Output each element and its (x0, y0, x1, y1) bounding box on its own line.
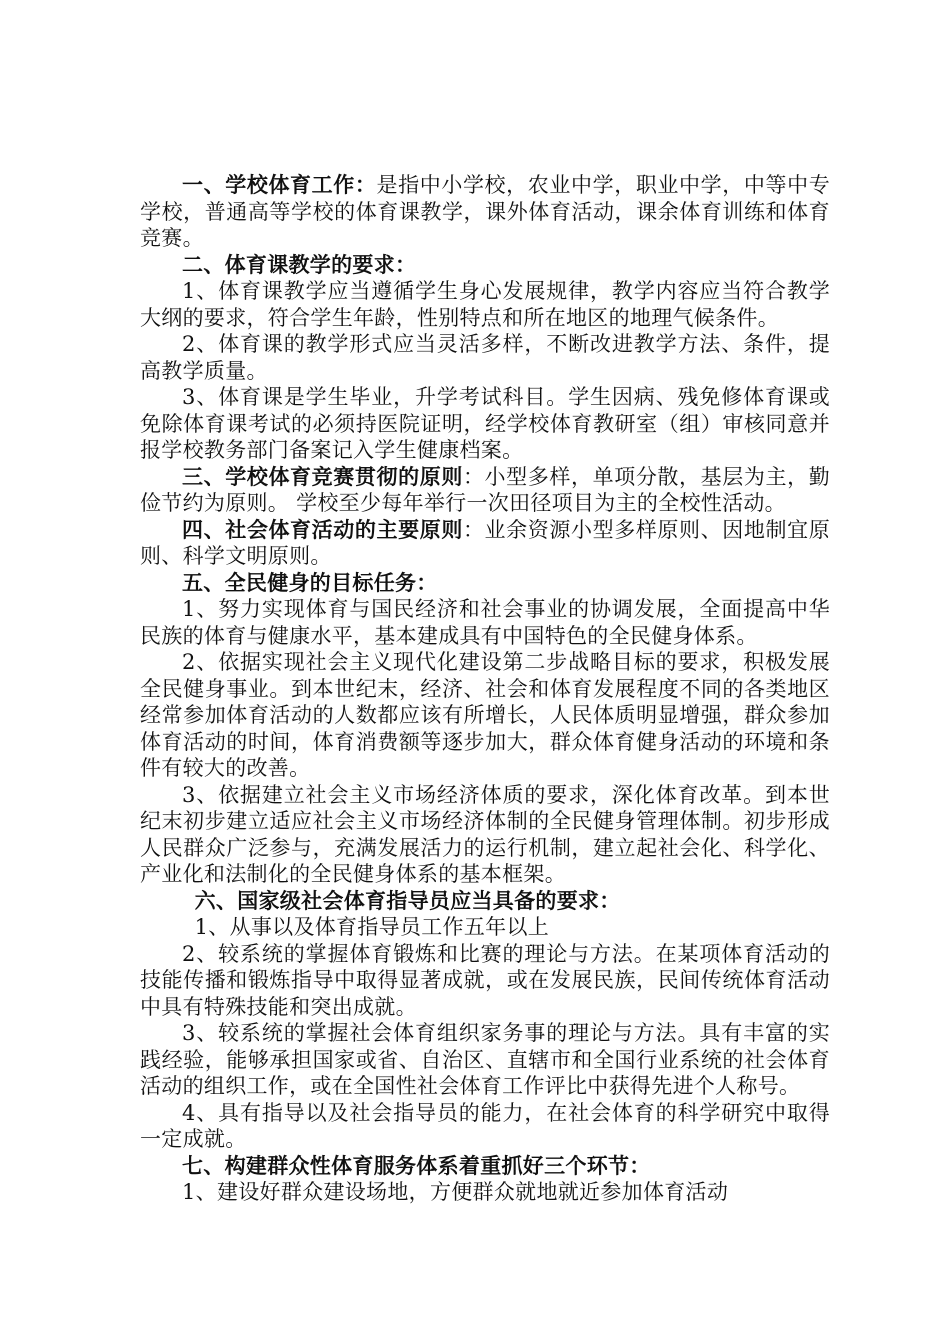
list-item: 4、具有指导以及社会指导员的能力，在社会体育的科学研究中取得一定成就。 (140, 1100, 830, 1151)
list-item: 3、依据建立社会主义市场经济体质的要求，深化体育改革。到本世纪末初步建立适应社会主义市场经济体制的全民健身管理体制。初步形成人民群众广泛参与，充满发展活力的运行机制，建立起社会化、科学化、产业化和法制化的全民健身体系的基本框架。 (140, 782, 830, 886)
list-item: 2、依据实现社会主义现代化建设第二步战略目标的要求，积极发展全民健身事业。到本世纪末，经济、社会和体育发展程度不同的各类地区经常参加体育活动的人数都应该有所增长，人民体质明显增强，群众参加体育活动的时间，体育消费额等逐步加大，群众体育健身活动的环境和条件有较大的改善。 (140, 650, 830, 780)
list-item: 3、体育课是学生毕业，升学考试科目。学生因病、残免修体育课或免除体育课考试的必须持医院证明，经学校体育教研室（组）审核同意并报学校教务部门备案记入学生健康档案。 (140, 385, 830, 462)
heading-social-sports-principles: 四、社会体育活动的主要原则 (182, 516, 463, 542)
heading-school-sports-work: 一、学校体育工作： (182, 172, 377, 197)
paragraph-text: ：业余资源小型多样原则、因地制宜原则、科学文明原则。 (140, 517, 830, 568)
paragraph-competition-principles (140, 464, 830, 517)
heading-instructor-requirements: 六、国家级社会体育指导员应当具备的要求： (194, 887, 621, 913)
heading-competition-principles: 三、学校体育竞赛贯彻的原则 (182, 463, 463, 489)
heading-service-system: 七、构建群众性体育服务体系着重抓好三个环节： (182, 1152, 651, 1178)
list-item: 1、体育课教学应当遵循学生身心发展规律，教学内容应当符合教学大纲的要求，符合学生年龄，性别特点和所在地区的地理气候条件。 (140, 279, 830, 330)
list-item: 1、从事以及体育指导员工作五年以上 (194, 915, 550, 939)
list-item: 2、较系统的掌握体育锻炼和比赛的理论与方法。在某项体育活动的技能传播和锻炼指导中取得显著成就，或在发展民族，民间传统体育活动中具有特殊技能和突出成就。 (140, 941, 830, 1019)
paragraph-text: 是指中小学校，农业中学，职业中学，中等中专学校，普通高等学校的体育课教学，课外体育活动，课余体育训练和体育竞赛。 (140, 173, 830, 250)
heading-pe-class-requirements: 二、体育课教学的要求： (182, 251, 417, 277)
paragraph-text: ：小型多样，单项分散，基层为主，勤俭节约为原则。 学校至少每年举行一次田径项目为主的全校性活动。 (140, 464, 830, 515)
document-body (140, 172, 830, 1206)
paragraph-school-sports-definition (140, 172, 830, 252)
list-item: 1、建设好群众建设场地，方便群众就地就近参加体育活动 (182, 1180, 729, 1204)
list-item: 1、努力实现体育与国民经济和社会事业的协调发展，全面提高中华民族的体育与健康水平，基本建成具有中国特色的全民健身体系。 (140, 597, 830, 648)
list-item: 3、较系统的掌握社会体育组织家务事的理论与方法。具有丰富的实践经验，能够承担国家或省、自治区、直辖市和全国行业系统的社会体育活动的组织工作，或在全国性社会体育工作评比中获得先进个人称号。 (140, 1021, 830, 1098)
heading-national-fitness-goals: 五、全民健身的目标任务： (182, 569, 438, 595)
list-item: 2、体育课的教学形式应当灵活多样，不断改进教学方法、条件，提高教学质量。 (140, 332, 830, 383)
paragraph-social-sports-principles (140, 517, 830, 570)
